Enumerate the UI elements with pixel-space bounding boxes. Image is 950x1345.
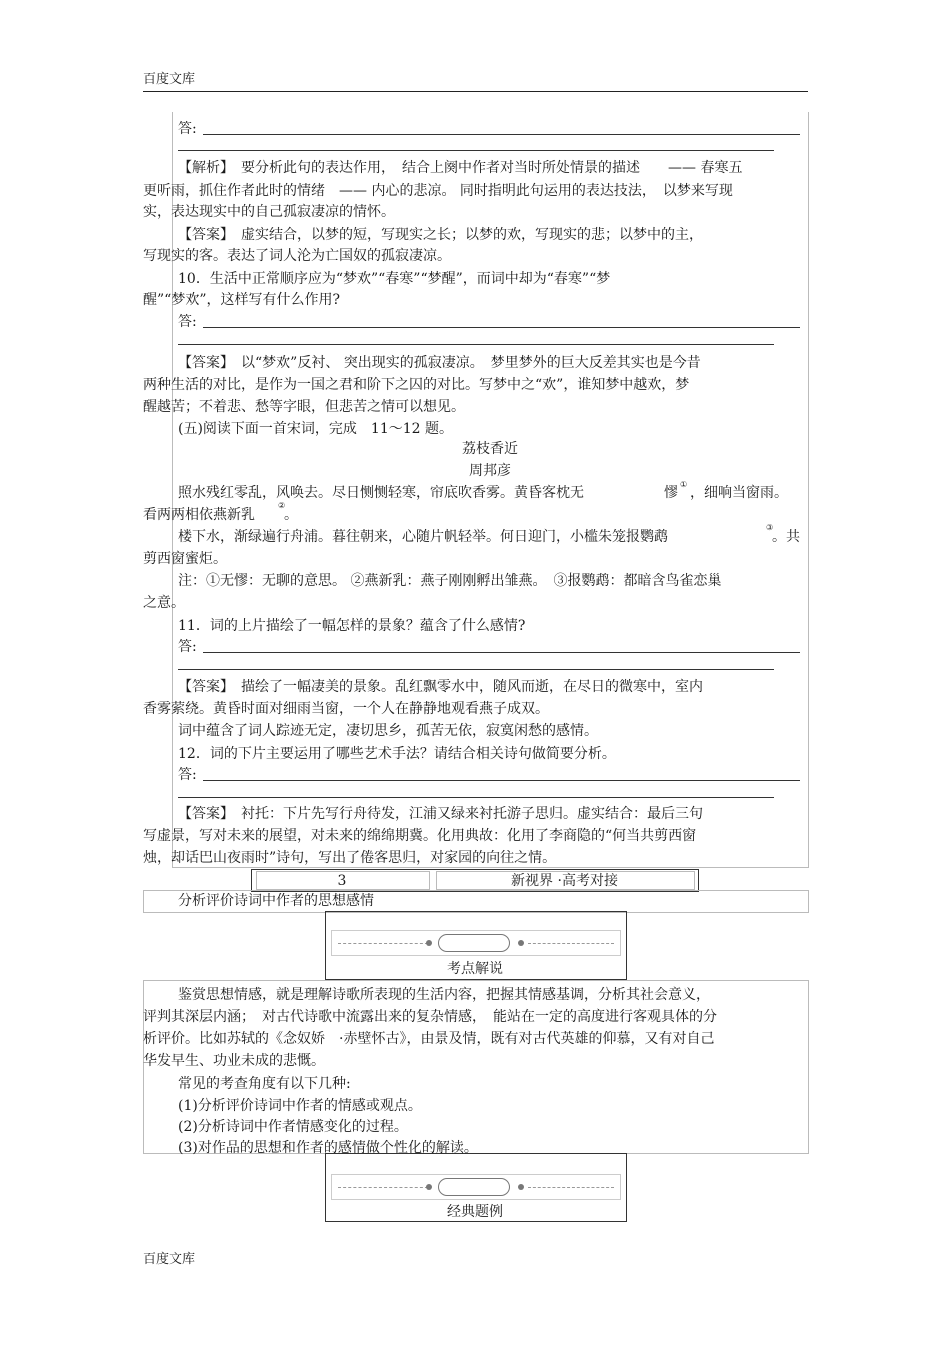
dot-icon [518,940,524,946]
jingdian-label: 经典题例 [447,1204,503,1220]
kaodian-label: 考点解说 [447,961,503,977]
kaodian-body-line: 鉴赏思想情感，就是理解诗歌所表现的生活内容，把握其情感基调，分析其社会意义， [178,987,710,1003]
q11-answer-line: 香雾萦绕。黄昏时面对细雨当窗，一个人在静静地观看燕子成双。 [143,701,549,717]
q12-answer-label: 答: [178,767,197,783]
q12-answer-line: 【答案】 衬托：下片先写行舟待发，江浦又绿来衬托游子思归。虚实结合：最后三句 [178,806,703,822]
kaodian-banner [331,930,621,956]
answer-line[interactable] [203,652,800,653]
answer-line[interactable] [178,669,774,670]
q10-answer-line: 醒越苦；不着悲、愁等字眼，但悲苦之情可以想见。 [143,399,465,415]
poem-title: 荔枝香近 [462,441,518,457]
answer-line[interactable] [178,797,774,798]
footnote-marker: ② [278,501,286,510]
q9-analysis-line: 实，表达现实中的自己孤寂凄凉的情怀。 [143,204,395,220]
footnote-marker: ③ [766,523,774,532]
q12-question: 12．词的下片主要运用了哪些艺术手法？请结合相关诗句做简要分析。 [178,746,616,762]
q10-question-line: 醒”“梦欢”，这样写有什么作用? [143,292,340,308]
poem-line: 剪西窗蜜炬。 [143,551,227,567]
q9-answer-line: 写现实的客。表达了词人沦为亡国奴的孤寂凄凉。 [143,248,451,264]
dot-icon [426,940,432,946]
poem-line: ，细响当窗雨。 [690,485,788,501]
q9-analysis-line: 【解析】 要分析此句的表达作用， 结合上阕中作者对当时所处情景的描述 —— 春寒五 [178,160,743,176]
topic-title: 分析评价诗词中作者的思想感情 [178,893,374,909]
jingdian-banner [331,1174,621,1200]
q9-answer-line: 【答案】 虚实结合，以梦的短，写现实之长；以梦的欢，写现实的悲；以梦中的主， [178,227,703,243]
page-footer: 百度文库 [143,1252,196,1267]
kaodian-body-line: 评判其深层内涵； 对古代诗歌中流露出来的复杂情感， 能站在一定的高度进行客观具体的分 [143,1009,717,1025]
angles-intro: 常见的考查角度有以下几种: [178,1076,351,1092]
page-header: 百度文库 [143,72,196,87]
answer-line[interactable] [178,150,774,151]
answer-line[interactable] [178,344,774,345]
poem-glyph: 。 [284,507,298,523]
angle-item: (2)分析诗词中作者情感变化的过程。 [178,1119,408,1135]
answer-line[interactable] [203,134,800,135]
banner-pill [438,934,510,952]
poem-line: 楼下水，渐绿遍行舟浦。暮往朝来，心随片帆轻举。何日迎门，小槛朱笼报鹦鹉 [178,529,668,545]
q12-answer-line: 写虚景，写对未来的展望，对未来的绵绵期冀。化用典故：化用了李商隐的“何当共剪西窗 [143,828,697,844]
poet-name: 周邦彦 [469,463,511,479]
q11-question: 11．词的上片描绘了一幅怎样的景象？蕴含了什么感情? [178,618,526,634]
q10-question-line: 10．生活中正常顺序应为“梦欢”“春寒”“梦醒”，而词中却为“春寒”“梦 [178,271,611,287]
poem-line: 。共 [772,529,800,545]
answer-line[interactable] [203,327,800,328]
q11-answer-line: 词中蕴含了词人踪迹无定，凄切思乡，孤苦无依，寂寞闲愁的感情。 [178,723,598,739]
q11-answer-line: 【答案】 描绘了一幅凄美的景象。乱红飘零水中，随风而逝，在尽日的微寒中，室内 [178,679,703,695]
q9-answer-label: 答: [178,121,197,137]
q10-answer-label: 答: [178,314,197,330]
q9-analysis-line: 更听雨，抓住作者此时的情绪 —— 内心的悲凉。 同时指明此句运用的表达技法， 以梦来写现 [143,183,733,199]
q11-answer-label: 答: [178,639,197,655]
dot-icon [518,1184,524,1190]
poem-notes-line: 注：①无憀：无聊的意思。 ②燕新乳：燕子刚刚孵出雏燕。 ③报鹦鹉：都暗含鸟雀恋巢 [178,573,722,589]
poem-line: 看两两相依燕新乳 [143,507,255,523]
section-title: 新视界 ·高考对接 [511,873,618,889]
kaodian-body-line: 析评价。比如苏轼的《念奴娇 ·赤壁怀古》，由景及情，既有对古代英雄的仰慕，又有对自己 [143,1031,715,1047]
kaodian-body-line: 华发早生、功业未成的悲慨。 [143,1053,325,1069]
q10-answer-line: 两种生活的对比，是作为一国之君和阶下之囚的对比。写梦中之“欢”，谁知梦中越欢，梦 [143,377,690,393]
q12-answer-line: 烛，却话巴山夜雨时”诗句，写出了倦客思归，对家园的向往之情。 [143,850,557,866]
poem-line: 照水残红零乱，风唤去。尽日恻恻轻寒，帘底吹香雾。黄昏客枕无 [178,485,584,501]
poem-glyph: 憀 [664,485,678,501]
section5-intro: (五)阅读下面一首宋词，完成 11～12 题。 [178,421,454,437]
banner-pill [438,1178,510,1196]
q10-answer-line: 【答案】 以“梦欢”反衬、 突出现实的孤寂凄凉。 梦里梦外的巨大反差其实也是今昔 [178,355,701,371]
header-rule [143,91,808,92]
angle-item: (3)对作品的思想和作者的感情做个性化的解读。 [178,1140,478,1156]
dot-icon [426,1184,432,1190]
answer-line[interactable] [203,780,800,781]
poem-notes-line: 之意。 [143,595,185,611]
footnote-marker: ① [680,480,688,489]
section-number: 3 [337,873,347,889]
angle-item: (1)分析评价诗词中作者的情感或观点。 [178,1098,422,1114]
